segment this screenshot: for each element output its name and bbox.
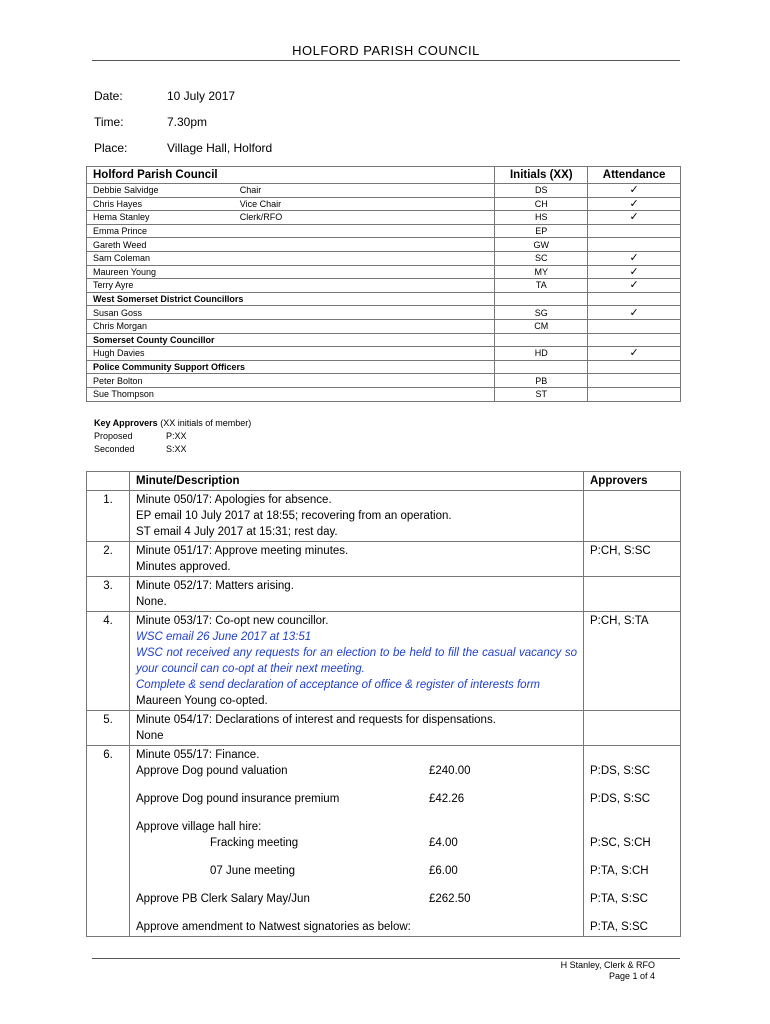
proposed-label: Proposed xyxy=(94,431,133,441)
finance-entry-approvers: P:DS, S:SC xyxy=(590,765,651,777)
member-initials: HS xyxy=(495,211,588,225)
member-attendance xyxy=(588,251,681,265)
attendance-row xyxy=(87,238,681,252)
member-attendance xyxy=(588,306,681,320)
proposed-value: P:XX xyxy=(166,431,187,441)
spacer xyxy=(136,851,577,863)
member-name: Sue Thompson xyxy=(87,387,234,401)
spacer xyxy=(136,779,577,791)
finance-entry-approvers: P:TA, S:CH xyxy=(590,865,649,877)
minute-line: EP email 10 July 2017 at 18:55; recovering from an operation. xyxy=(136,510,452,522)
member-role: Clerk/RFO xyxy=(234,211,495,225)
minute-line: WSC email 26 June 2017 at 13:51 xyxy=(136,631,312,643)
section-title: Somerset County Councillor xyxy=(87,333,495,347)
attendance-row xyxy=(87,387,681,401)
checkmark-icon: ✓ xyxy=(629,347,639,360)
minute-line: WSC not received any requests for an election to be held to fill the casual vacancy so your council can co-opt at their next meeting. xyxy=(136,647,577,675)
member-initials: PB xyxy=(495,374,588,388)
finance-entry xyxy=(136,835,577,851)
attendance-cell xyxy=(588,333,681,347)
minute-number: 3. xyxy=(87,577,130,612)
checkmark-icon: ✓ xyxy=(629,306,639,319)
attendance-row xyxy=(87,251,681,265)
initials-cell xyxy=(495,292,588,306)
attendance-row xyxy=(87,374,681,388)
minutes-table xyxy=(86,471,681,937)
minute-description xyxy=(130,577,584,612)
initials-cell xyxy=(495,333,588,347)
finance-entry xyxy=(136,863,577,879)
key-seconded xyxy=(94,443,251,456)
checkmark-icon: ✓ xyxy=(629,252,639,265)
member-initials: GW xyxy=(495,238,588,252)
finance-entry-amount: £4.00 xyxy=(429,837,458,849)
member-initials: MY xyxy=(495,265,588,279)
finance-entry-amount: £262.50 xyxy=(429,893,471,905)
finance-entry-approvers xyxy=(590,819,674,835)
attendance-row xyxy=(87,265,681,279)
member-role xyxy=(234,265,495,279)
attendance-row xyxy=(87,197,681,211)
minute-row xyxy=(87,577,681,612)
member-name: Chris Hayes xyxy=(87,197,234,211)
finance-entry-approvers: P:SC, S:CH xyxy=(590,837,651,849)
key-title: Key Approvers xyxy=(94,418,158,428)
finance-entry-desc: Approve village hall hire: xyxy=(136,821,262,833)
member-attendance xyxy=(588,387,681,401)
minute-line: None xyxy=(136,730,164,742)
attendance-cell xyxy=(588,292,681,306)
finance-entry xyxy=(136,791,577,807)
spacer xyxy=(590,851,674,863)
member-initials: SC xyxy=(495,251,588,265)
minute-row xyxy=(87,491,681,542)
minute-approvers: P:CH, S:SC xyxy=(584,542,681,577)
section-title: West Somerset District Councillors xyxy=(87,292,495,306)
member-attendance xyxy=(588,197,681,211)
minute-line: Minute 053/17: Co-opt new councillor. xyxy=(136,615,329,627)
member-name: Maureen Young xyxy=(87,265,234,279)
minute-approvers: P:CH, S:TA xyxy=(584,612,681,711)
attendance-row xyxy=(87,306,681,320)
member-name: Hugh Davies xyxy=(87,347,234,361)
attendance-section-row xyxy=(87,292,681,306)
member-initials: EP xyxy=(495,224,588,238)
member-role xyxy=(234,224,495,238)
member-attendance xyxy=(588,238,681,252)
seconded-value: S:XX xyxy=(166,444,187,454)
member-initials: ST xyxy=(495,387,588,401)
minute-row xyxy=(87,542,681,577)
attendance-header-attendance: Attendance xyxy=(588,167,681,184)
minute-description xyxy=(130,542,584,577)
member-name: Emma Prince xyxy=(87,224,234,238)
spacer xyxy=(136,879,577,891)
footer-rule xyxy=(92,958,680,959)
member-attendance xyxy=(588,319,681,333)
meeting-place xyxy=(94,141,272,155)
finance-entry-approvers: P:TA, S:SC xyxy=(590,921,648,933)
member-attendance xyxy=(588,279,681,293)
approver-spacer xyxy=(590,747,674,763)
member-initials: CH xyxy=(495,197,588,211)
member-initials: HD xyxy=(495,347,588,361)
spacer xyxy=(590,779,674,791)
member-role: Vice Chair xyxy=(234,197,495,211)
finance-title: Minute 055/17: Finance. xyxy=(136,749,260,761)
finance-entry-amount: £42.26 xyxy=(429,793,465,805)
member-attendance xyxy=(588,347,681,361)
finance-entry-desc: Approve Dog pound valuation xyxy=(136,765,288,777)
spacer xyxy=(136,907,577,919)
member-name: Debbie Salvidge xyxy=(87,184,234,198)
attendance-cell xyxy=(588,360,681,374)
minute-number: 5. xyxy=(87,711,130,746)
time-value: 7.30pm xyxy=(167,115,208,129)
minute-line: Minute 050/17: Apologies for absence. xyxy=(136,494,332,506)
attendance-section-row xyxy=(87,360,681,374)
minutes-header-approvers: Approvers xyxy=(584,472,681,491)
minute-line: Minute 052/17: Matters arising. xyxy=(136,580,294,592)
finance-entry-approvers: P:TA, S:SC xyxy=(590,893,648,905)
minute-row-finance xyxy=(87,746,681,937)
checkmark-icon: ✓ xyxy=(629,184,639,197)
checkmark-icon: ✓ xyxy=(629,197,639,210)
minute-description xyxy=(130,711,584,746)
minute-number: 6. xyxy=(87,746,130,937)
member-role xyxy=(234,238,495,252)
place-label: Place: xyxy=(94,141,128,155)
seconded-label: Seconded xyxy=(94,444,135,454)
minute-approvers xyxy=(584,491,681,542)
member-initials: TA xyxy=(495,279,588,293)
spacer xyxy=(590,807,674,819)
member-role xyxy=(234,347,495,361)
finance-approvers xyxy=(584,746,681,937)
key-title-line xyxy=(94,417,251,430)
time-label: Time: xyxy=(94,115,124,129)
member-name: Chris Morgan xyxy=(87,319,234,333)
member-name: Gareth Weed xyxy=(87,238,234,252)
attendance-body xyxy=(87,184,681,402)
minute-number: 2. xyxy=(87,542,130,577)
member-initials: CM xyxy=(495,319,588,333)
attendance-header-council: Holford Parish Council xyxy=(87,167,495,184)
minute-description xyxy=(130,491,584,542)
finance-entry-desc: Approve PB Clerk Salary May/Jun xyxy=(136,893,310,905)
member-name: Peter Bolton xyxy=(87,374,234,388)
key-proposed xyxy=(94,430,251,443)
member-attendance xyxy=(588,211,681,225)
member-name: Susan Goss xyxy=(87,306,234,320)
footer-author: H Stanley, Clerk & RFO xyxy=(560,960,655,970)
key-note: (XX initials of member) xyxy=(160,418,252,428)
checkmark-icon: ✓ xyxy=(629,265,639,278)
member-role xyxy=(234,319,495,333)
member-role xyxy=(234,374,495,388)
minute-line: Complete & send declaration of acceptance of office & register of interests form xyxy=(136,679,540,691)
finance-entry-approvers: P:DS, S:SC xyxy=(590,793,651,805)
member-name: Hema Stanley xyxy=(87,211,234,225)
spacer xyxy=(590,879,674,891)
meeting-time xyxy=(94,115,207,129)
header-rule xyxy=(92,60,680,61)
finance-description xyxy=(130,746,584,937)
spacer xyxy=(590,907,674,919)
attendance-table xyxy=(86,166,681,402)
member-attendance xyxy=(588,224,681,238)
page-footer xyxy=(561,960,655,982)
minute-approvers xyxy=(584,577,681,612)
checkmark-icon: ✓ xyxy=(629,279,639,292)
page-header-title: HOLFORD PARISH COUNCIL xyxy=(292,43,480,58)
finance-entry xyxy=(136,819,577,835)
finance-entry-amount: £6.00 xyxy=(429,865,458,877)
minute-number: 4. xyxy=(87,612,130,711)
footer-page-number: Page 1 of 4 xyxy=(608,971,655,981)
attendance-row xyxy=(87,279,681,293)
minutes-header-description: Minute/Description xyxy=(130,472,584,491)
minute-line: Maureen Young co-opted. xyxy=(136,695,268,707)
member-role: Chair xyxy=(234,184,495,198)
minute-line: Minutes approved. xyxy=(136,561,231,573)
minute-row xyxy=(87,612,681,711)
spacer xyxy=(136,807,577,819)
attendance-section-row xyxy=(87,333,681,347)
finance-entry xyxy=(136,763,577,779)
meeting-date xyxy=(94,89,235,103)
place-value: Village Hall, Holford xyxy=(167,141,273,155)
minute-approvers xyxy=(584,711,681,746)
finance-entry-desc: 07 June meeting xyxy=(210,865,296,877)
finance-entry xyxy=(136,919,577,935)
attendance-row xyxy=(87,224,681,238)
member-attendance xyxy=(588,184,681,198)
member-attendance xyxy=(588,374,681,388)
member-attendance xyxy=(588,265,681,279)
minute-row xyxy=(87,711,681,746)
key-approvers xyxy=(94,417,251,456)
attendance-row xyxy=(87,347,681,361)
date-value: 10 July 2017 xyxy=(167,89,236,103)
member-name: Sam Coleman xyxy=(87,251,234,265)
section-title: Police Community Support Officers xyxy=(87,360,495,374)
member-role xyxy=(234,251,495,265)
minute-line: Minute 054/17: Declarations of interest and requests for dispensations. xyxy=(136,714,496,726)
checkmark-icon: ✓ xyxy=(629,211,639,224)
minutes-body xyxy=(87,491,681,937)
member-initials: SG xyxy=(495,306,588,320)
initials-cell xyxy=(495,360,588,374)
attendance-header-initials: Initials (XX) xyxy=(495,167,588,184)
member-role xyxy=(234,306,495,320)
attendance-row xyxy=(87,319,681,333)
member-role xyxy=(234,279,495,293)
date-label: Date: xyxy=(94,89,123,103)
minute-line: None. xyxy=(136,596,167,608)
member-role xyxy=(234,387,495,401)
member-initials: DS xyxy=(495,184,588,198)
minute-line: Minute 051/17: Approve meeting minutes. xyxy=(136,545,349,557)
finance-entry xyxy=(136,891,577,907)
member-name: Terry Ayre xyxy=(87,279,234,293)
finance-entry-desc: Fracking meeting xyxy=(210,837,299,849)
minutes-header-num xyxy=(87,472,130,491)
minute-number: 1. xyxy=(87,491,130,542)
finance-entry-amount: £240.00 xyxy=(429,765,471,777)
minute-line: ST email 4 July 2017 at 15:31; rest day. xyxy=(136,526,338,538)
minute-description xyxy=(130,612,584,711)
attendance-row xyxy=(87,211,681,225)
attendance-row xyxy=(87,184,681,198)
finance-entry-desc: Approve Dog pound insurance premium xyxy=(136,793,340,805)
finance-entry-desc: Approve amendment to Natwest signatories as below: xyxy=(136,921,411,933)
